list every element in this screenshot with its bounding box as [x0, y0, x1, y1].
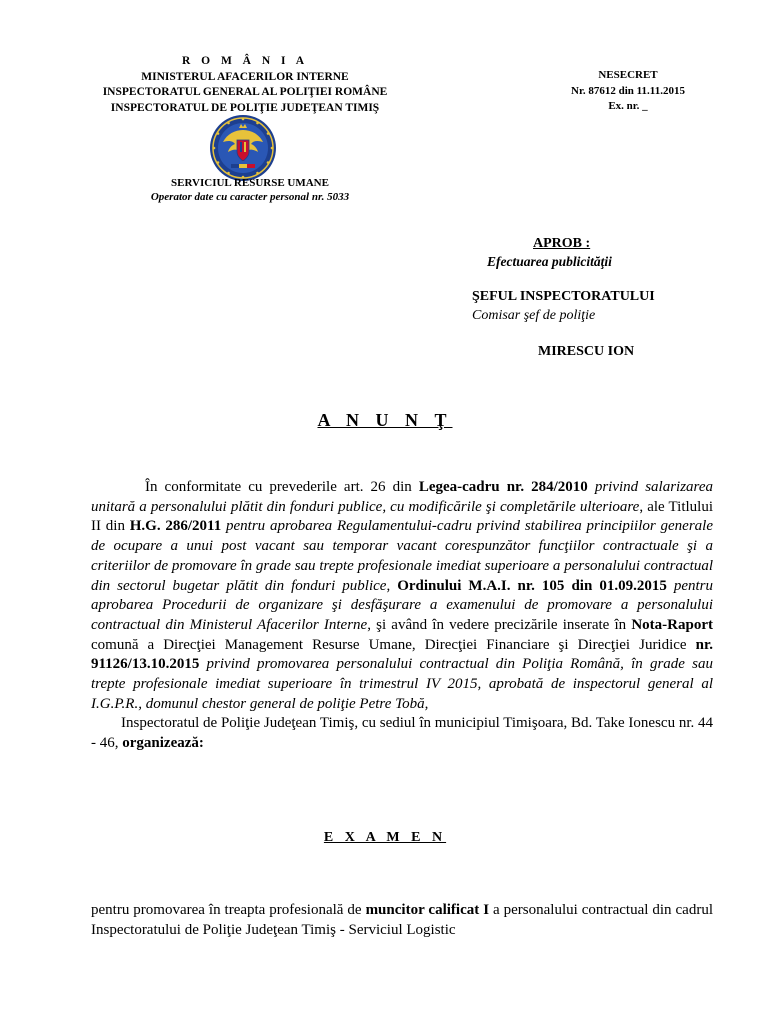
body-text-segment: comună a Direcţiei Management Resurse Umane, Direcţiei Financiare şi Direcţiei Juridice: [91, 636, 696, 653]
copy-number: Ex. nr. _: [608, 100, 648, 112]
data-operator-number: Operator date cu caracter personal nr. 5033: [150, 191, 350, 203]
general-inspectorate-name: INSPECTORATUL GENERAL AL POLIŢIEI ROMÂNE: [102, 86, 388, 98]
announcement-body: [91, 478, 713, 754]
chief-name: MIRESCU ION: [538, 344, 635, 359]
country-name: R O M Â N I A: [181, 55, 309, 67]
announcement-title: [0, 410, 770, 431]
order-reference: Ordinului M.A.I. nr. 105 din 01.09.2015: [397, 577, 667, 594]
body-paragraph-organizer: [91, 714, 713, 753]
body-paragraph-legal-basis: [91, 478, 713, 714]
institution-header: [90, 54, 400, 116]
department-name: SERVICIUL RESURSE UMANE: [171, 177, 329, 189]
police-emblem-icon: [209, 114, 277, 182]
body-text-segment: pentru promovarea în treapta profesională de: [91, 902, 366, 918]
position-name: muncitor calificat I: [365, 902, 490, 918]
county-inspectorate-name: INSPECTORATUL DE POLIŢIE JUDEŢEAN TIMIŞ: [110, 101, 380, 114]
registration-number: Nr. 87612 din 11.11.2015: [571, 84, 685, 97]
chief-rank: Comisar şef de poliţie: [472, 308, 596, 323]
ministry-name: MINISTERUL AFACERILOR INTERNE: [141, 70, 349, 83]
body-text-segment: În conformitate cu prevederile art. 26 din: [145, 479, 419, 495]
order-title: pentru aprobarea Procedurii de organizare şi desfăşurare a examenului de promovare a personalului contractual din Ministerul Afacerilor Interne: [91, 577, 714, 633]
note-report-reference: Nota-Raport: [631, 616, 713, 633]
exam-title-text: E X A M E N: [323, 830, 447, 845]
note-report-number: nr. 91126/13.10.2015: [91, 636, 713, 673]
document-registration: [548, 68, 708, 115]
government-decision-title: pentru aprobarea Regulamentului-cadru privind stabilirea principiilor generale de ocupare a unui post vacant sau temporar vacant corespunzător funcţiilor contractuale şi a criteriilor de promovare în grade sau trepte profesionale imediat superioare a personalului contractual din sectorul bugetar plătit din fonduri publice: [91, 518, 713, 594]
announcement-title-text: A N U N Ţ: [317, 410, 453, 430]
chief-title: ŞEFUL INSPECTORATULUI: [472, 289, 655, 304]
body-text-segment: a personalului contractual din cadrul Inspectoratului de Poliţie Judeţean Timiş - Serviciul Logistic: [91, 902, 713, 938]
organizer-text: Inspectoratul de Poliţie Judeţean Timiş, cu sediul în municipiul Timişoara, Bd. Take Ionescu nr. 44 - 46,: [91, 715, 713, 752]
law-reference: Legea-cadru nr. 284/2010: [418, 479, 588, 495]
law-title: privind salarizarea unitară a personalului plătit din fonduri publice, cu modificările şi completările ulterioare: [91, 479, 713, 515]
approval-subject: Efectuarea publicităţii: [487, 254, 612, 269]
body-text-segment: , ale Titlului II din: [91, 498, 713, 535]
government-decision-reference: H.G. 286/2011: [129, 518, 222, 535]
body-text-segment: ,: [386, 577, 398, 594]
approval-title: APROB :: [533, 236, 591, 251]
body-text-segment: , şi având în vedere precizările inserate în: [367, 616, 632, 633]
department-block: [90, 176, 410, 204]
organizes-label: organizează:: [122, 735, 204, 752]
classification-label: NESECRET: [598, 69, 658, 81]
exam-title: [0, 830, 770, 846]
exam-description: [91, 901, 713, 940]
exam-description-paragraph: [91, 901, 713, 940]
note-report-title: privind promovarea personalului contractual din Poliţia Română, în grade sau trepte profesionale imediat superioare în trimestrul IV 2015, aprobată de inspectorul general al I.G.P.R., domunul chestor general de poliţie Petre Tobă,: [91, 656, 713, 712]
